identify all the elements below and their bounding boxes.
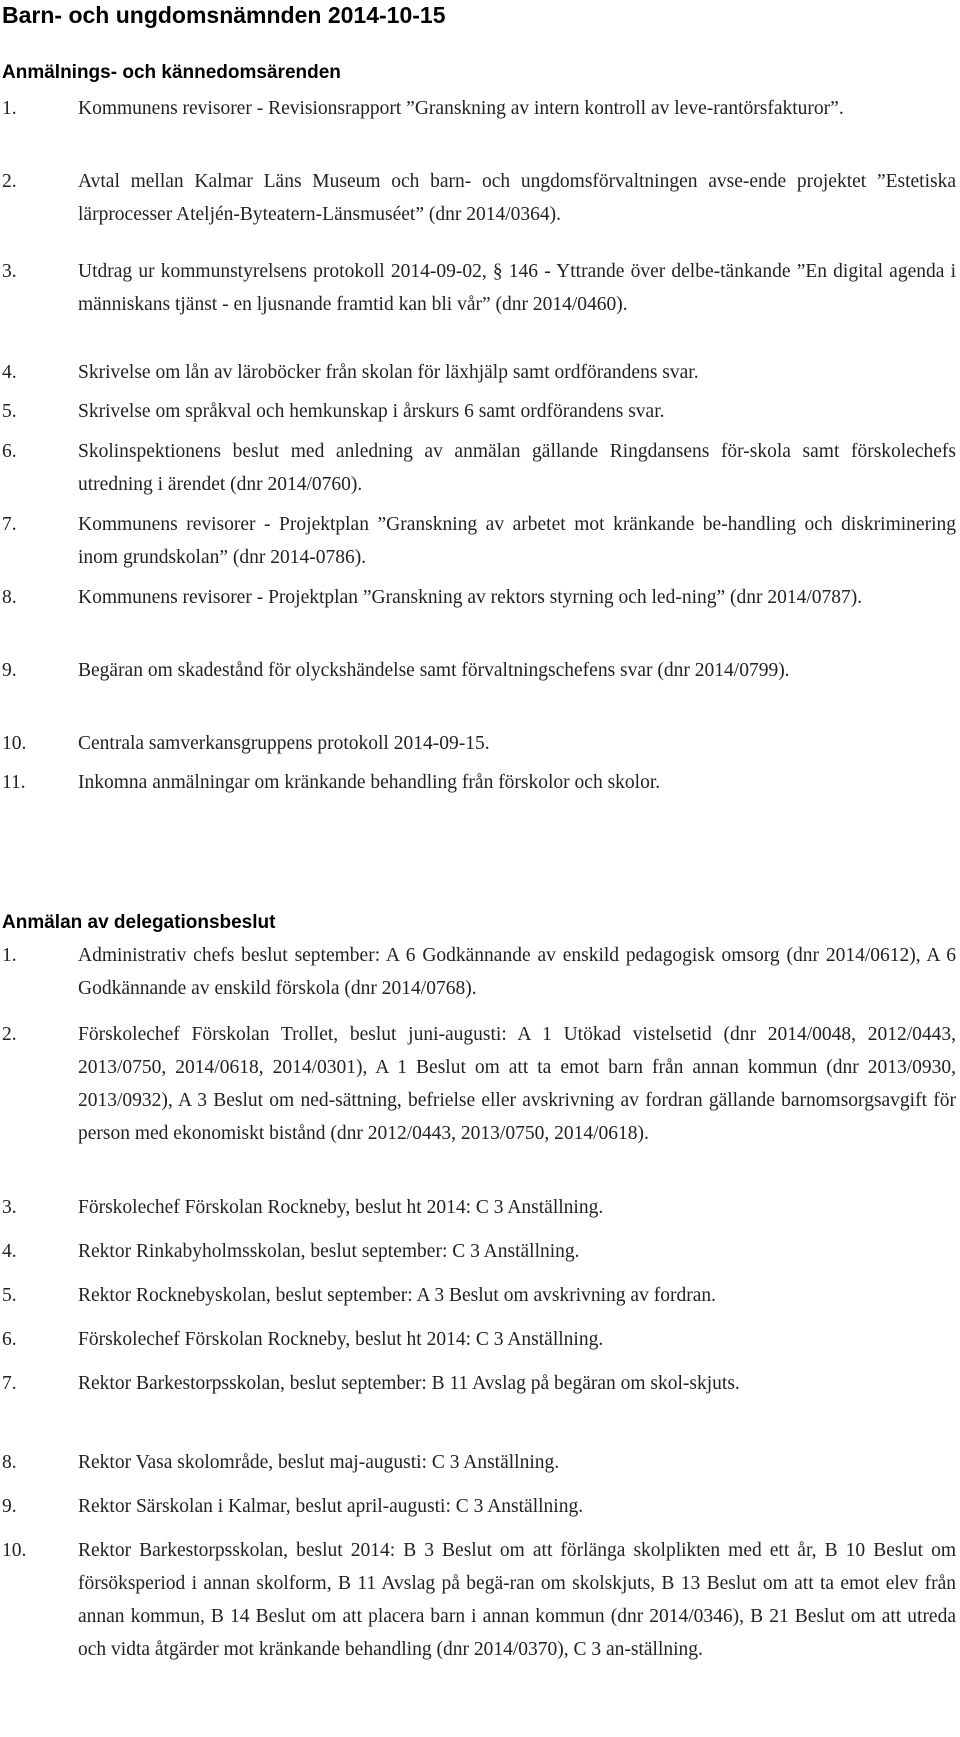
item-number: 5. bbox=[2, 1285, 17, 1306]
item-number: 6. bbox=[2, 441, 17, 462]
item-text: Förskolechef Förskolan Rockneby, beslut ht 2014: C 3 Anställning. bbox=[78, 1329, 604, 1350]
item-number: 3. bbox=[2, 1197, 17, 1218]
item-text: Rektor Barkestorpsskolan, beslut 2014: B 3 Beslut om att förlänga skolplikten med ett år, B 10 Beslut om försöksperiod i annan skolform, B 11 Avslag på begä-ran om skolskjuts, B 13 Beslut om att ta emot elev från annan kommun, B 14 Beslut om att placera barn i annan kommun (dnr 2014/0346), B 21 Beslut om att utreda och vidta åtgärder mot kränkande behandling (dnr 2014/0370), C 3 an-ställning. bbox=[78, 1540, 956, 1660]
item-number: 2. bbox=[2, 1024, 17, 1045]
section-heading-delegationsbeslut: Anmälan av delegationsbeslut bbox=[2, 912, 276, 933]
item-text: Rektor Särskolan i Kalmar, beslut april-augusti: C 3 Anställning. bbox=[78, 1496, 584, 1517]
document-title: Barn- och ungdomsnämnden 2014-10-15 bbox=[2, 2, 446, 28]
item-text: Förskolechef Förskolan Rockneby, beslut ht 2014: C 3 Anställning. bbox=[78, 1197, 604, 1218]
item-number: 9. bbox=[2, 1496, 17, 1517]
item-text: Rektor Rocknebyskolan, beslut september: A 3 Beslut om avskrivning av fordran. bbox=[78, 1285, 716, 1306]
item-text: Rektor Barkestorpsskolan, beslut september: B 11 Avslag på begäran om skol-skjuts. bbox=[78, 1373, 740, 1394]
item-number: 10. bbox=[2, 1540, 27, 1561]
item-text: Inkomna anmälningar om kränkande behandling från förskolor och skolor. bbox=[78, 772, 661, 793]
item-number: 10. bbox=[2, 733, 27, 754]
item-text: Förskolechef Förskolan Trollet, beslut juni-augusti: A 1 Utökad vistelsetid (dnr 2014/0048, 2012/0443, 2013/0750, 2014/0618, 2014/0301), A 1 Beslut om att ta emot barn från annan kommun (dnr 2013/0930, 2013/0932), A 3 Beslut om ned-sättning, befrielse eller avskrivning av fordran gällande barnomsorgsavgift för person med ekonomiskt bistånd (dnr 2012/0443, 2013/0750, 2014/0618). bbox=[78, 1024, 956, 1144]
item-text: Begäran om skadestånd för olyckshändelse samt förvaltningschefens svar (dnr 2014/0799). bbox=[78, 660, 790, 681]
item-number: 11. bbox=[2, 772, 26, 793]
item-text: Kommunens revisorer - Projektplan ”Granskning av arbetet mot kränkande be-handling och diskriminering inom grundskolan” (dnr 2014-0786). bbox=[78, 514, 956, 568]
item-number: 9. bbox=[2, 660, 17, 681]
item-number: 7. bbox=[2, 514, 17, 535]
item-number: 6. bbox=[2, 1329, 17, 1350]
item-text: Kommunens revisorer - Revisionsrapport ”Granskning av intern kontroll av leve-rantörsfakturor”. bbox=[78, 98, 844, 119]
item-number: 4. bbox=[2, 1241, 17, 1262]
item-text: Utdrag ur kommunstyrelsens protokoll 2014-09-02, § 146 - Yttrande över delbe-tänkande ”En digital agenda i människans tjänst - en ljusnande framtid kan bli vår” (dnr 2014/0460). bbox=[78, 261, 956, 315]
item-number: 2. bbox=[2, 171, 17, 192]
item-text: Skrivelse om språkval och hemkunskap i årskurs 6 samt ordförandens svar. bbox=[78, 401, 665, 422]
item-number: 3. bbox=[2, 261, 17, 282]
item-number: 4. bbox=[2, 362, 17, 383]
item-text: Rektor Rinkabyholmsskolan, beslut september: C 3 Anställning. bbox=[78, 1241, 580, 1262]
item-text: Kommunens revisorer - Projektplan ”Granskning av rektors styrning och led-ning” (dnr 2014/0787). bbox=[78, 587, 863, 608]
item-number: 8. bbox=[2, 1452, 17, 1473]
item-text: Rektor Vasa skolområde, beslut maj-augusti: C 3 Anställning. bbox=[78, 1452, 560, 1473]
section-heading-anmalningar: Anmälnings- och kännedomsärenden bbox=[2, 62, 341, 83]
item-number: 5. bbox=[2, 401, 17, 422]
item-text: Centrala samverkansgruppens protokoll 2014-09-15. bbox=[78, 733, 490, 754]
item-text: Administrativ chefs beslut september: A 6 Godkännande av enskild pedagogisk omsorg (dnr 2014/0612), A 6 Godkännande av enskild förskola (dnr 2014/0768). bbox=[78, 945, 956, 999]
item-number: 8. bbox=[2, 587, 17, 608]
item-text: Skolinspektionens beslut med anledning av anmälan gällande Ringdansens för-skola samt förskolechefs utredning i ärendet (dnr 2014/0760). bbox=[78, 441, 956, 495]
item-text: Avtal mellan Kalmar Läns Museum och barn- och ungdomsförvaltningen avse-ende projektet ”Estetiska lärprocesser Ateljén-Byteatern-Länsmuséet” (dnr 2014/0364). bbox=[78, 171, 956, 225]
item-text: Skrivelse om lån av läroböcker från skolan för läxhjälp samt ordförandens svar. bbox=[78, 362, 699, 383]
item-number: 7. bbox=[2, 1373, 17, 1394]
item-number: 1. bbox=[2, 945, 17, 966]
item-number: 1. bbox=[2, 98, 17, 119]
